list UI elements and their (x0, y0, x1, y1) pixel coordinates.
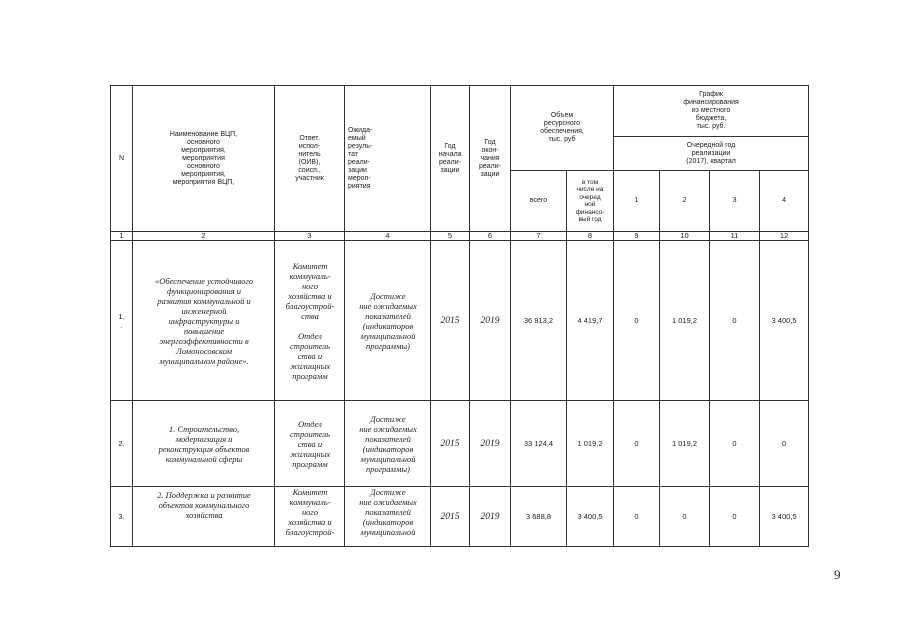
row-number: 1. . (111, 241, 133, 401)
row-q2: 1 019,2 (660, 241, 710, 401)
header-resources: Объем ресурсного обеспечения, тыс. руб (511, 86, 614, 171)
header-q3: 3 (710, 171, 760, 232)
row-name: 1. Строительство, модернизация и реконструкция объектов коммунальной сферы (133, 401, 275, 487)
header-q1: 1 (614, 171, 660, 232)
row-q3: 0 (710, 401, 760, 487)
row-current: 4 419,7 (567, 241, 614, 401)
index-cell: 6 (470, 232, 511, 241)
row-expected: Достиже ние ожидаемых показателей (индикаторов муниципальной (345, 487, 431, 547)
row-number: 2. (111, 401, 133, 487)
header-q4: 4 (760, 171, 809, 232)
header-year-start: Год начала реали- зации (431, 86, 470, 232)
program-table (110, 85, 809, 547)
header-schedule: График финансирования из местного бюджета, тыс. руб. (614, 86, 809, 137)
header-no: N (111, 86, 133, 232)
header-expected: Ожида- емый резуль- тат реали- зации мероп- риятия (345, 86, 431, 232)
row-responsible: Отдел строитель ства и жилищных программ (275, 401, 345, 487)
index-cell: 9 (614, 232, 660, 241)
row-q4: 3 400,5 (760, 487, 809, 547)
index-cell: 11 (710, 232, 760, 241)
header-name: Наименование ВЦП, основного мероприятия, мероприятия основного мероприятия, мероприятия ВЦП, (133, 86, 275, 232)
row-q1: 0 (614, 487, 660, 547)
header-q2: 2 (660, 171, 710, 232)
page-number: 9 (834, 567, 841, 582)
row-current: 3 400,5 (567, 487, 614, 547)
index-cell: 4 (345, 232, 431, 241)
row-year-end: 2019 (470, 487, 511, 547)
row-name: «Обеспечение устойчивого функционирования и развития коммунальной и инженерной инфраструктуры и повышение энергоэффективности в Ломоносовском муниципальном районе». (133, 241, 275, 401)
row-q3: 0 (710, 487, 760, 547)
table-row (111, 401, 809, 487)
row-q4: 0 (760, 401, 809, 487)
row-responsible: Комитет коммуналь- ного хозяйства и благоустрой- (275, 487, 345, 547)
header-next-year: Очередной год реализации (2017), квартал (614, 137, 809, 171)
row-expected: Достиже ние ожидаемых показателей (индикаторов муниципальной программы) (345, 241, 431, 401)
row-responsible: Комитет коммуналь- ного хозяйства и благоустрой- ства Отдел строитель ства и жилищных программ (275, 241, 345, 401)
row-q3: 0 (710, 241, 760, 401)
row-year-end: 2019 (470, 241, 511, 401)
row-number: 3. (111, 487, 133, 547)
row-year-start: 2015 (431, 401, 470, 487)
header-total: всего (511, 171, 567, 232)
table-row (111, 241, 809, 401)
index-cell: 10 (660, 232, 710, 241)
table-row (111, 487, 809, 547)
index-cell: 12 (760, 232, 809, 241)
row-expected: Достиже ние ожидаемых показателей (индикаторов муниципальной программы) (345, 401, 431, 487)
row-q2: 0 (660, 487, 710, 547)
row-q1: 0 (614, 241, 660, 401)
row-q2: 1 019,2 (660, 401, 710, 487)
row-total: 3 688,8 (511, 487, 567, 547)
index-cell: 1 (111, 232, 133, 241)
row-year-start: 2015 (431, 241, 470, 401)
row-year-start: 2015 (431, 487, 470, 547)
header-responsible: Ответ. испол- нитель (ОИВ), соисп., участник (275, 86, 345, 232)
index-cell: 8 (567, 232, 614, 241)
index-cell: 7 (511, 232, 567, 241)
index-cell: 3 (275, 232, 345, 241)
header-current-year: в том числе на очеред ной финансо- вый год (567, 171, 614, 232)
row-name: 2. Поддержка и развитие объектов коммунального хозяйства (133, 487, 275, 547)
row-q4: 3 400,5 (760, 241, 809, 401)
row-year-end: 2019 (470, 401, 511, 487)
index-cell: 2 (133, 232, 275, 241)
row-total: 33 124,4 (511, 401, 567, 487)
header-year-end: Год окон- чания реали- зации (470, 86, 511, 232)
row-current: 1 019,2 (567, 401, 614, 487)
row-total: 36 813,2 (511, 241, 567, 401)
index-cell: 5 (431, 232, 470, 241)
row-q1: 0 (614, 401, 660, 487)
